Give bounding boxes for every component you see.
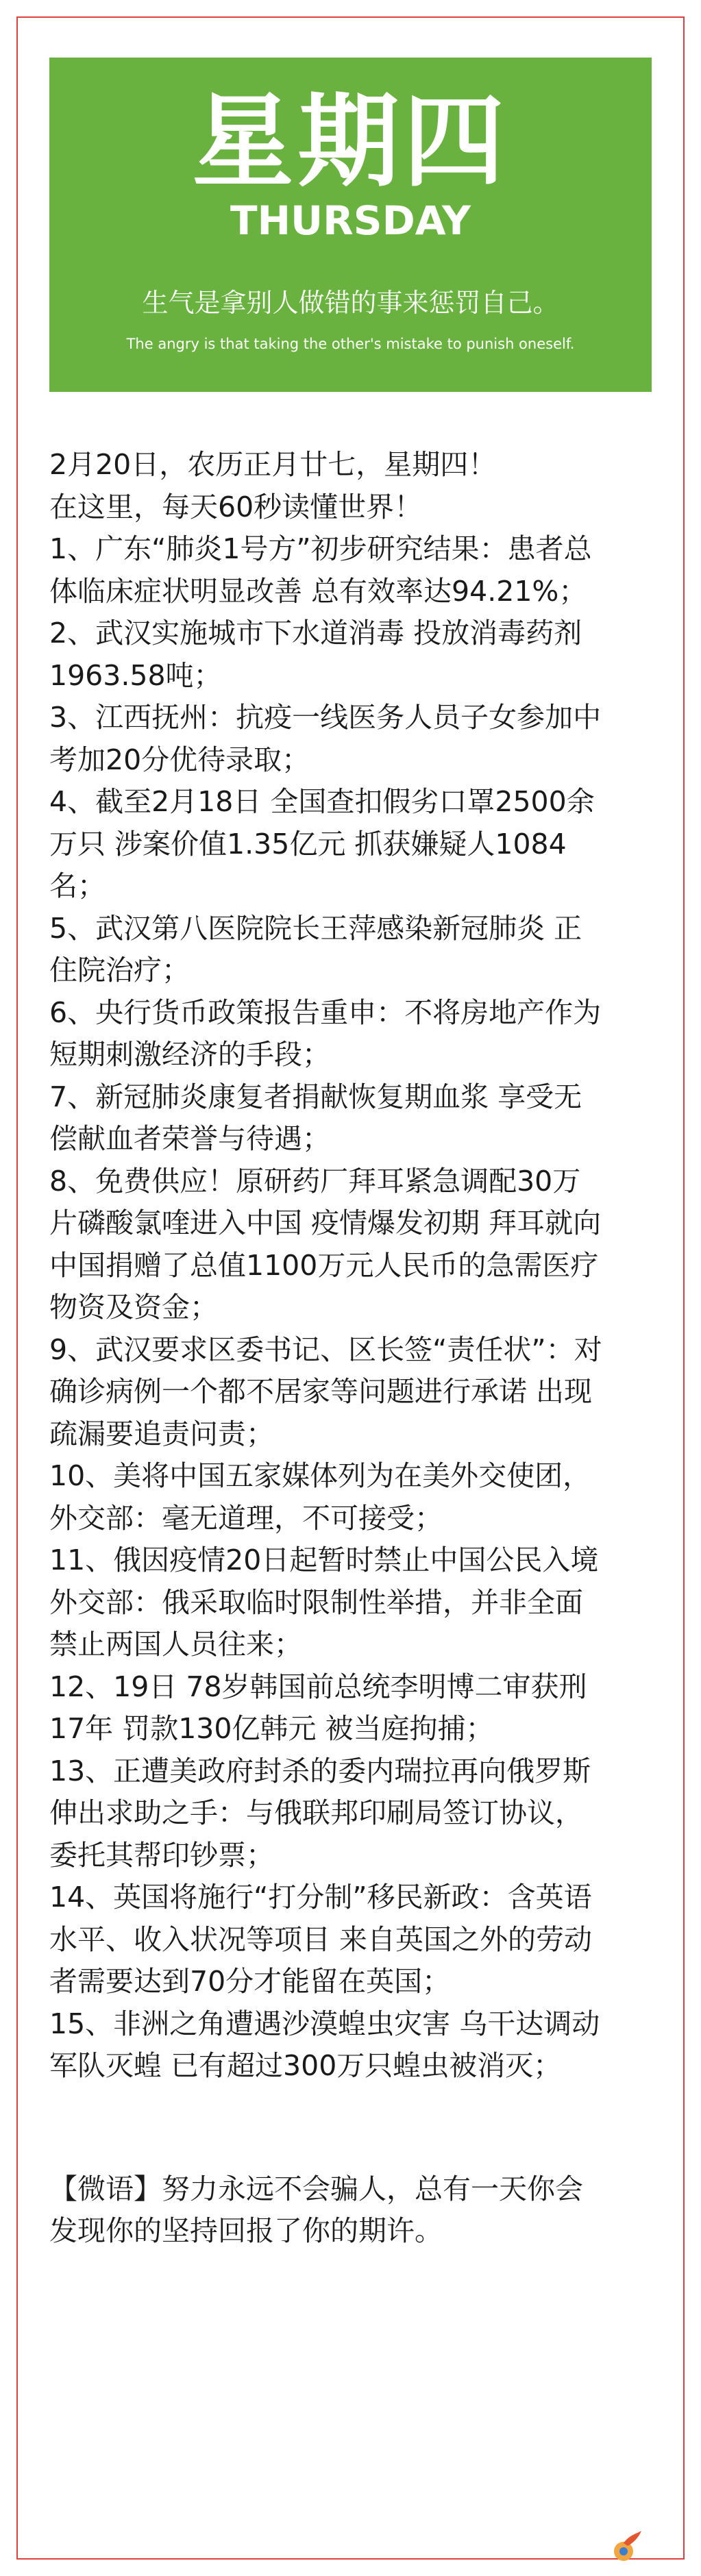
news-text-line: 13、正遭美政府封杀的委内瑞拉再向俄罗斯	[49, 1754, 591, 1787]
daily-quote-english: The angry is that taking the other's mistake to punish oneself.	[126, 336, 575, 352]
news-text-line: 7、新冠肺炎康复者捐献恢复期血浆 享受无	[49, 1080, 582, 1113]
news-item-12	[49, 1666, 652, 1750]
news-text-line: 外交部：俄采取临时限制性举措，并非全面	[49, 1585, 583, 1619]
news-text-line: 1963.58吨；	[49, 658, 222, 692]
news-text-line: 8、免费供应！原研药厂拜耳紧急调配30万	[49, 1164, 581, 1198]
news-text-line: 17年 罚款130亿韩元 被当庭拘捕；	[49, 1712, 494, 1745]
news-text-line: 5、武汉第八医院院长王萍感染新冠肺炎 正	[49, 911, 582, 945]
news-text-line: 名；	[49, 869, 106, 902]
news-text-line: 2、武汉实施城市下水道消毒 投放消毒药剂	[49, 617, 582, 649]
date-line: 2月20日，农历正月廿七，星期四！	[49, 448, 497, 481]
news-text-line: 体临床症状明显改善 总有效率达94.21%；	[49, 574, 587, 608]
news-text-line: 确诊病例一个都不居家等问题进行承诺 出现	[49, 1375, 593, 1408]
news-text-line: 考加20分优待录取；	[49, 743, 310, 776]
day-banner	[49, 58, 652, 392]
news-item-13	[49, 1750, 652, 1877]
news-item-5	[49, 908, 652, 992]
news-item-10	[49, 1455, 652, 1539]
news-text-line: 短期刺激经济的手段；	[49, 1038, 330, 1071]
news-text-line: 10、美将中国五家媒体列为在美外交使团，	[49, 1459, 591, 1492]
news-list	[49, 528, 652, 2088]
news-text-line: 15、非洲之角遭遇沙漠蝗虫灾害 乌干达调动	[49, 2007, 600, 2040]
closing-line: 【微语】努力永远不会骗人，总有一天你会	[49, 2172, 583, 2205]
news-text-line: 军队灭蝗 已有超过300万只蝗虫被消灭；	[49, 2049, 562, 2082]
news-text-line: 片磷酸氯喹进入中国 疫情爆发初期 拜耳就向	[49, 1206, 602, 1239]
news-text-line: 万只 涉案价值1.35亿元 抓获嫌疑人1084	[49, 827, 567, 860]
news-text-line: 疏漏要追责问责；	[49, 1417, 274, 1450]
news-text-line: 伸出求助之手：与俄联邦印刷局签订协议，	[49, 1796, 583, 1829]
news-item-14	[49, 1877, 652, 2003]
section-spacer	[49, 2088, 652, 2168]
news-item-1	[49, 528, 652, 612]
news-text-line: 外交部：毫无道理，不可接受；	[49, 1501, 443, 1535]
weekday-title: 星期四	[192, 83, 509, 201]
news-item-3	[49, 697, 652, 781]
news-text-line: 偿献血者荣誉与待遇；	[49, 1122, 330, 1155]
closing-remark	[49, 2168, 652, 2253]
news-item-7	[49, 1076, 652, 1161]
news-text-line: 14、英国将施行“打分制”移民新政：含英语	[49, 1881, 592, 1914]
news-text-line: 11、俄因疫情20日起暂时禁止中国公民入境	[49, 1544, 599, 1576]
brand-logo-icon	[608, 2528, 644, 2564]
news-text-line: 委托其帮印钞票；	[49, 1838, 274, 1872]
news-text-line: 住院治疗；	[49, 954, 190, 987]
closing-line: 发现你的坚持回报了你的期许。	[49, 2214, 443, 2247]
tagline: 在这里，每天60秒读懂世界！	[49, 490, 423, 523]
news-text-line: 12、19日 78岁韩国前总统李明博二审获刑	[49, 1670, 587, 1703]
news-item-9	[49, 1329, 652, 1456]
news-text-line: 6、央行货币政策报告重申：不将房地产作为	[49, 995, 602, 1029]
news-text-line: 中国捐赠了总值1100万元人民币的急需医疗	[49, 1248, 599, 1282]
news-text-line: 1、广东“肺炎1号方”初步研究结果：患者总	[49, 532, 592, 565]
news-item-6	[49, 992, 652, 1076]
news-text-line: 者需要达到70分才能留在英国；	[49, 1965, 451, 1998]
daily-quote-chinese: 生气是拿别人做错的事来惩罚自己。	[142, 288, 559, 318]
news-text-line: 水平、收入状况等项目 来自英国之外的劳动	[49, 1922, 593, 1956]
news-text-line: 物资及资金；	[49, 1291, 218, 1324]
news-article	[49, 444, 652, 2253]
news-item-11	[49, 1539, 652, 1666]
news-text-line: 4、截至2月18日 全国查扣假劣口罩2500余	[49, 785, 595, 818]
news-item-8	[49, 1161, 652, 1329]
news-item-15	[49, 2003, 652, 2088]
news-item-2	[49, 612, 652, 697]
weekday-english: THURSDAY	[230, 197, 471, 244]
news-text-line: 3、江西抚州：抗疫一线医务人员子女参加中	[49, 701, 602, 734]
news-item-4	[49, 781, 652, 908]
intro	[49, 444, 652, 528]
news-text-line: 禁止两国人员往来；	[49, 1628, 302, 1661]
news-text-line: 9、武汉要求区委书记、区长签“责任状”：对	[49, 1333, 602, 1366]
